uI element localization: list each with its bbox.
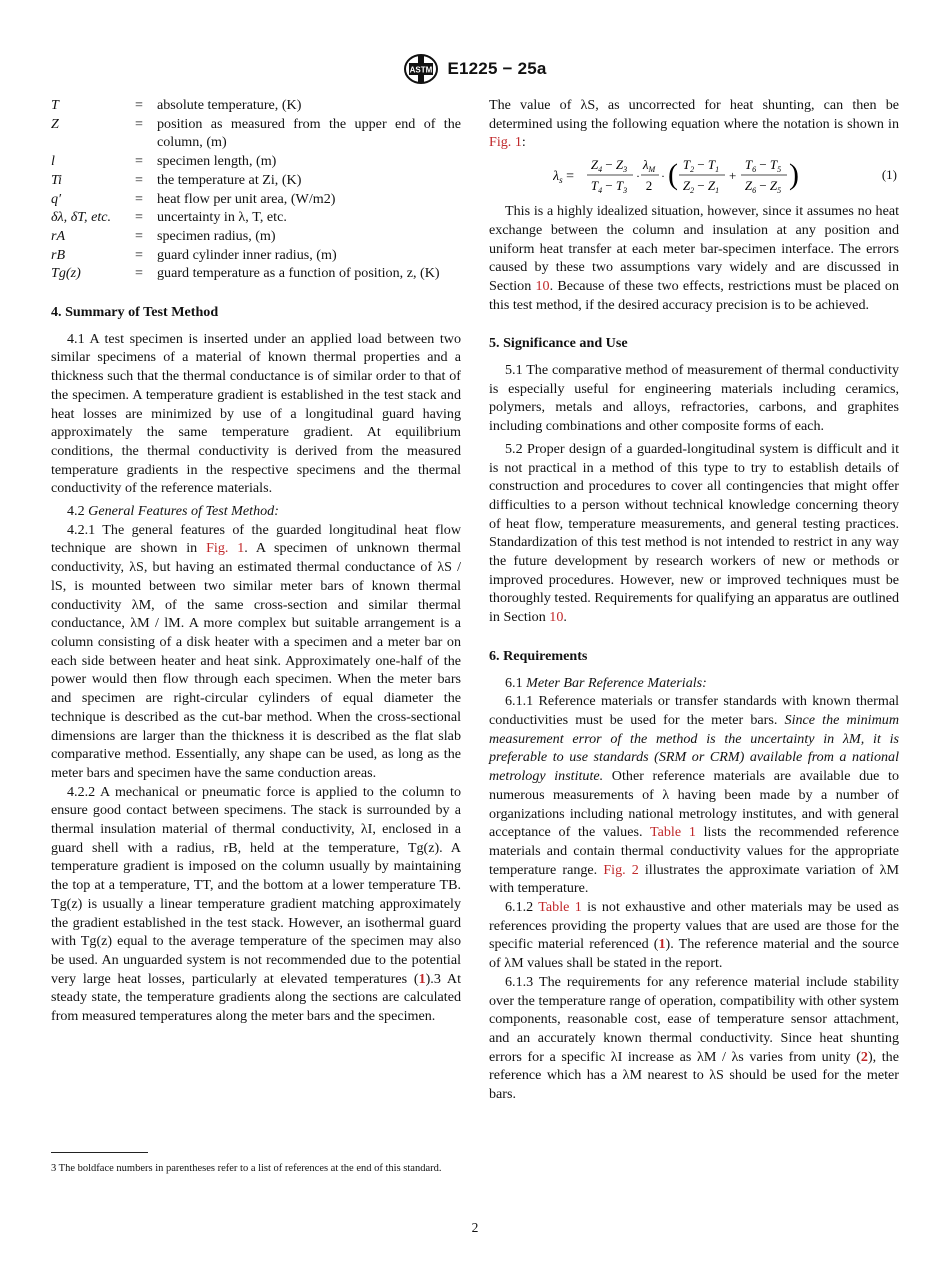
symbol-description: specimen length, (m) bbox=[157, 153, 277, 170]
text-run: This is a highly idealized situation, however, since it assumes no heat exchange between the column and insulation at any position and uniform heat transfer at each meter bar-specimen interface. The errors caused by these two assumptions vary widely and are discussed in Section bbox=[489, 203, 899, 294]
symbol-list bbox=[51, 96, 461, 283]
fig-1-link[interactable]: Fig. 1 bbox=[206, 540, 245, 557]
text-run: . bbox=[563, 609, 567, 626]
symbol: Tg(z) bbox=[51, 265, 81, 282]
eq-lambda-s: $\lambda_s$ = bbox=[553, 169, 574, 186]
eq-den-4: $Z_6 - Z_5$ bbox=[744, 178, 782, 196]
equation-number: (1) bbox=[881, 167, 897, 183]
reference-2-link[interactable]: 2 bbox=[860, 1048, 868, 1065]
footnote-divider bbox=[51, 1152, 148, 1153]
symbol-row bbox=[51, 227, 461, 246]
equals-sign: = bbox=[135, 265, 143, 282]
equation-formula bbox=[553, 154, 883, 198]
text-run: 4.2.1 The general features of the guarded longitudinal heat flow technique are shown in bbox=[51, 521, 461, 557]
eq-dot: · bbox=[661, 169, 665, 184]
paragraph-4-1: 4.1 A test specimen is inserted under an applied load between two similar specimens of a material of known thermal properties and a thickness such that the thermal conductance is of similar order to that of the specimen. A temperature gradient is established in the test stack and heat losses are minimized by use of a longitudinal guard having approximately the same temperature gradient. At equilibrium conditions, the thermal conductivity is derived from the measured temperature gradients in the respective specimens and the thermal conductivity of the reference materials. bbox=[51, 330, 461, 497]
text-run: ).3 At steady state, the temperature gradients along the sections are calculated from measured temperatures along the meter bars and the specimen. bbox=[51, 970, 461, 1025]
text-run: ), the reference which has a λM nearest to λS should be used for the meter bars. bbox=[489, 1048, 899, 1103]
text-run: 4.2.2 A mechanical or pneumatic force is applied to the column to ensure good contact between specimens. The stack is surrounded by a thermal insulation material of thermal conductivity, λI, enclosed in a guard shell with a radius, rB, held at the temperature, Tg(z). A temperature gradient is imposed on the column usually by maintaining the top at a temperature, TT, and the bottom at a lower temperature TB. Tg(z) is usually a linear temperature gradient matching approximately the gradient established in the test stack. However, an isothermal guard with Tg(z) equal to the average temperature of the specimen may also be used. An unguarded system is not recommended due to the potential very large heat losses, particularly at elevated temperatures ( bbox=[51, 783, 461, 987]
eq-num-3: $T_2 - T_1$ bbox=[682, 157, 720, 175]
symbol-row bbox=[51, 171, 461, 190]
paragraph-6-1 bbox=[489, 674, 899, 693]
symbol-description: absolute temperature, (K) bbox=[157, 97, 302, 113]
section-10-link[interactable]: 10 bbox=[535, 277, 550, 294]
table-1-link[interactable]: Table 1 bbox=[649, 824, 696, 841]
symbol-row bbox=[51, 96, 461, 115]
symbol-row bbox=[51, 152, 461, 171]
paragraph-idealized bbox=[489, 202, 899, 314]
symbol-description: guard cylinder inner radius, (m) bbox=[157, 246, 337, 263]
para-title: Meter Bar Reference Materials: bbox=[526, 674, 707, 691]
text-run: illustrates the approximate variation of λM with temperature. bbox=[489, 861, 899, 897]
eq-den-1: $T_4 - T_3$ bbox=[590, 178, 628, 196]
para-number: 6.1 bbox=[505, 674, 523, 691]
text-run: is not exhaustive and other materials may be used as references providing the property values that are used are those for the specific material referenced ( bbox=[489, 899, 899, 953]
text-run: . Because of these two effects, restrictions must be placed on this test method, if the desired accuracy precision is to be achieved. bbox=[489, 277, 899, 313]
symbol-description: guard temperature as a function of position, z, (K) bbox=[157, 265, 440, 282]
section-5-heading: 5. Significance and Use bbox=[489, 335, 628, 352]
paragraph-4-2-1 bbox=[51, 521, 461, 783]
text-run: The value of λS, as uncorrected for heat shunting, can then be determined using the following equation where the notation is shown in bbox=[489, 97, 899, 132]
text-run: Other reference materials are available due to numerous measurements of λ having been made by a number of organizations including national metrology institutes, and with general acceptance of the values. bbox=[489, 768, 899, 841]
symbol-row bbox=[51, 115, 461, 152]
text-run: : bbox=[521, 134, 526, 151]
equation-intro bbox=[489, 96, 899, 152]
svg-text:ASTM: ASTM bbox=[410, 65, 433, 75]
para-number: 4.2 bbox=[67, 503, 85, 520]
symbol: T bbox=[51, 97, 59, 113]
page-number: 2 bbox=[471, 1220, 479, 1235]
paragraph-4-2-2 bbox=[51, 783, 461, 1026]
table-1-link[interactable]: Table 1 bbox=[538, 899, 582, 916]
equals-sign: = bbox=[135, 246, 143, 263]
text-run: lists the recommended reference materials and contain thermal conductivity values for the appropriate temperature range. bbox=[489, 824, 899, 878]
symbol: l bbox=[51, 153, 55, 170]
fig-1-link[interactable]: Fig. 1 bbox=[489, 134, 522, 151]
symbol-description: specimen radius, (m) bbox=[157, 227, 276, 244]
symbol-description: position as measured from the upper end of the column, (m) bbox=[157, 115, 461, 151]
symbol-row bbox=[51, 190, 461, 209]
equals-sign: = bbox=[135, 97, 143, 113]
symbol: δλ, δT, etc. bbox=[51, 209, 112, 226]
section-4-heading: 4. Summary of Test Method bbox=[51, 304, 219, 321]
section-6-heading: 6. Requirements bbox=[489, 647, 588, 664]
reference-1-link[interactable]: 1 bbox=[658, 936, 666, 953]
symbol-row bbox=[51, 264, 461, 283]
eq-den-3: $Z_2 - Z_1$ bbox=[682, 178, 720, 196]
text-run: 6.1.1 Reference materials or transfer standards with known thermal conductivities must be used for the meter bars. bbox=[489, 693, 899, 728]
paragraph-6-1-3 bbox=[489, 973, 899, 1104]
equation-1 bbox=[489, 154, 899, 198]
astm-logo-icon bbox=[403, 53, 439, 85]
left-column bbox=[51, 96, 461, 1026]
symbol-description: the temperature at Zi, (K) bbox=[157, 171, 302, 188]
symbol-row bbox=[51, 208, 461, 227]
para-title: General Features of Test Method: bbox=[88, 503, 279, 520]
symbol: rA bbox=[51, 227, 66, 244]
eq-num-4: $T_6 - T_5$ bbox=[744, 157, 782, 175]
text-run: 6.1.3 The requirements for any reference material include stability over the temperature range of operation, compatibility with other system components, reasonable cost, ease of temperature sensor attachment, and an accurately known thermal conductivity. Since heat shunting errors for a specific λI increase as λM / λs varies from unity ( bbox=[489, 973, 899, 1065]
equals-sign: = bbox=[135, 115, 143, 132]
paragraph-6-1-2 bbox=[489, 898, 899, 973]
fig-2-link[interactable]: Fig. 2 bbox=[603, 861, 639, 878]
text-run-italic: Since the minimum measurement error of the method is the uncertainty in λM, it is preferable to use standards (SRM or CRM) available from a national metrology institute. bbox=[489, 711, 900, 785]
symbol: Ti bbox=[51, 171, 62, 188]
paragraph-5-2 bbox=[489, 440, 899, 627]
equals-sign: = bbox=[135, 209, 143, 226]
equals-sign: = bbox=[135, 153, 143, 170]
paragraph-5-1: 5.1 The comparative method of measurement of thermal conductivity is especially useful for engineering materials including ceramics, polymers, metals and alloys, refractories, carbons, and graphites including combinations and other composite forms of each. bbox=[489, 362, 899, 435]
eq-paren-close: ) bbox=[789, 158, 799, 192]
paragraph-4-2 bbox=[51, 502, 461, 521]
eq-num-2: $\lambda_M$ bbox=[642, 157, 656, 175]
paragraph-6-1-1 bbox=[489, 692, 899, 898]
equals-sign: = bbox=[135, 171, 143, 188]
eq-plus: + bbox=[729, 168, 737, 184]
equals-sign: = bbox=[135, 190, 143, 207]
equals-sign: = bbox=[135, 227, 143, 244]
standard-designation: E1225 − 25a bbox=[447, 59, 547, 78]
eq-dot: · bbox=[636, 169, 640, 184]
symbol-row bbox=[51, 246, 461, 265]
reference-1-link[interactable]: 1 bbox=[418, 970, 426, 987]
section-10-link[interactable]: 10 bbox=[549, 609, 564, 626]
eq-paren-open: ( bbox=[668, 158, 678, 192]
text-run: 5.2 Proper design of a guarded-longitudinal system is difficult and it is not practical in a method of this type to try to establish details of construction and procedures to cover all contingencies that might offer difficulties to a person without technical knowledge concerning theory of heat flow, temperature measurements, and general testing practices. Standardization of this test method is not intended to restrict in any way the future development by research workers of new or methods or improved procedures. However, new or improved techniques must be thoroughly tested. Requirements for qualifying an apparatus are outlined in Section bbox=[489, 440, 899, 626]
eq-den-2: 2 bbox=[645, 178, 653, 194]
text-run: . A specimen of unknown thermal conductivity, λS, but having an estimated thermal conductance of λS / lS, is mounted between two similar meter bars of known thermal conductivity λM, of the same cross-section and similar thermal conductance, λM / lM. A more complex but suitable arrangement is a column consisting of a disk heater with a specimen and a meter bar on each side between heater and heat sink. Approximately one-half of the power would then flow through each specimen. When the meter bars and specimen are right-circular cylinders of equal diameter the technique is described as the cut-bar method. When the cross-sectional dimensions are larger than the thickness it is described as the flat slab comparative method. Essentially, any shape can be used, as long as the meter bars and specimen have the same conduction areas. bbox=[51, 540, 461, 781]
symbol-description: heat flow per unit area, (W/m2) bbox=[157, 190, 336, 207]
symbol-description: uncertainty in λ, T, etc. bbox=[157, 209, 287, 226]
eq-num-1: $Z_4 - Z_3$ bbox=[590, 157, 628, 175]
footnote-3: 3 The boldface numbers in parentheses refer to a list of references at the end of this standard. bbox=[51, 1163, 442, 1174]
symbol: rB bbox=[51, 246, 66, 263]
text-run: ). The reference material and the source of λM values shall be stated in the report. bbox=[489, 936, 899, 972]
right-column bbox=[489, 96, 899, 1104]
symbol: q′ bbox=[51, 190, 62, 207]
symbol: Z bbox=[51, 115, 59, 132]
page-header bbox=[0, 52, 950, 86]
text-run: 6.1.2 bbox=[505, 899, 534, 916]
